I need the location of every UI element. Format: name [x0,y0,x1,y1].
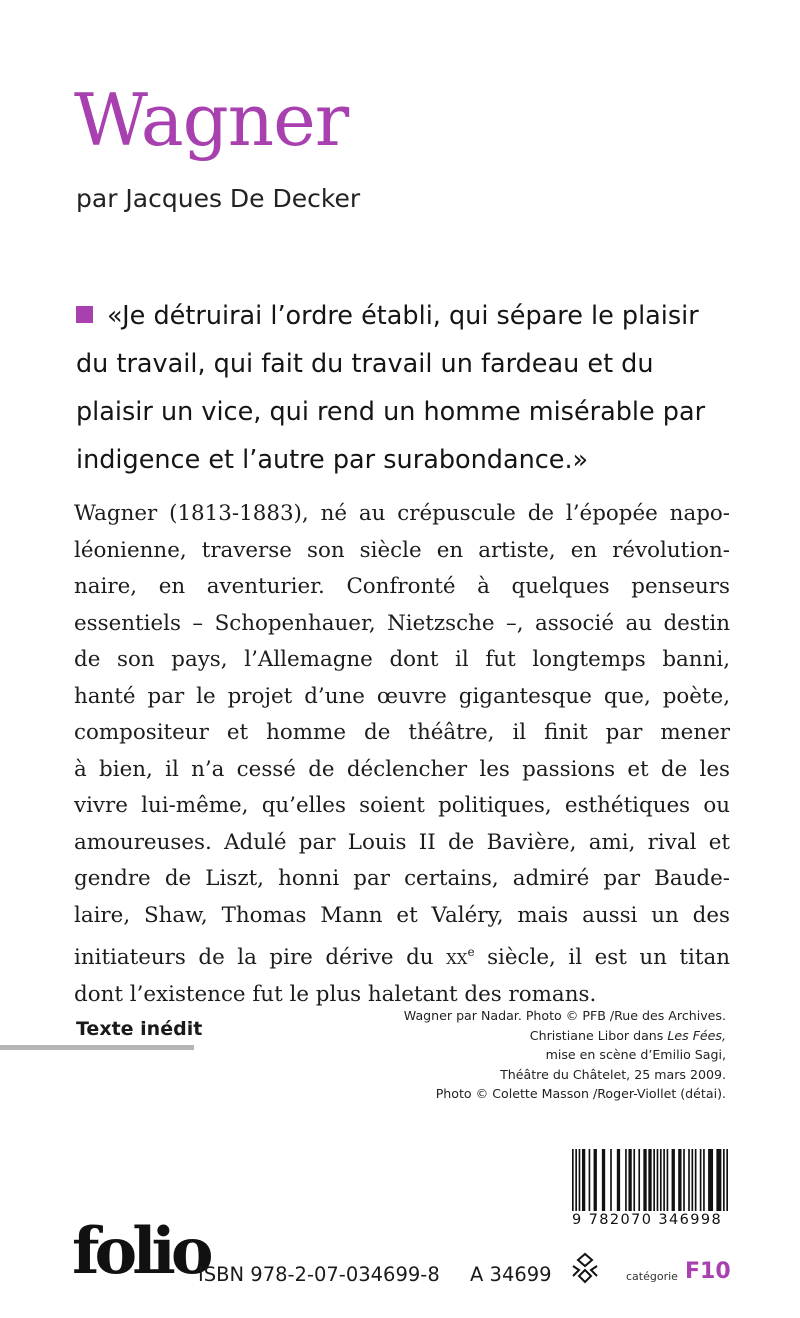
barcode-digits: 9 782070 346998 [572,1212,723,1228]
line-text: initiateurs de la pire dérive du [74,945,447,970]
barcode-bar [643,1149,646,1211]
barcode-bar [700,1149,702,1211]
barcode-bar [663,1149,665,1211]
photo-credits [326,1006,726,1104]
quote-text: «Je détruirai l’ordre établi, qui sépare le plaisir du travail, qui fait du travail un fardeau et du plaisir un vice, qui rend un homme misérable par indigence et l’autre par surabondance.» [76,301,706,475]
texte-inedit-label: Texte inédit [76,1018,203,1040]
description-line: dont l’existence fut le plus haletant des romans. [74,981,597,1007]
description-line: vivre lui-même, qu’elles soient politiques, esthétiques ou [74,793,730,818]
barcode-bar [716,1149,721,1211]
barcode-bar [633,1149,635,1211]
barcode-bar [667,1149,669,1211]
barcode-bar [579,1149,581,1211]
barcode-bar [708,1149,713,1211]
barcode-bar [703,1149,705,1211]
description-line: léonienne, traverse son siècle en artiste, en révolution- [74,537,730,563]
category-code: F10 [685,1259,731,1284]
credit-line: Théâtre du Châtelet, 25 mars 2009. [500,1066,726,1082]
barcode-bar [572,1149,574,1211]
barcode-bar [594,1149,597,1211]
barcode-bar [657,1149,659,1211]
catalog-number: A 34699 [470,1263,552,1286]
barcode-bar [582,1149,585,1211]
barcode-bar [723,1149,725,1211]
barcode-bar [653,1149,655,1211]
credit-line [326,1026,726,1046]
description-block [74,496,730,1013]
description-line: à bien, il n’a cessé de déclencher les passions et de les [74,756,730,782]
credit-line: mise en scène d’Emilio Sagi, [545,1047,726,1062]
barcode-bar [610,1149,612,1211]
isbn: ISBN 978-2-07-034699-8 [198,1263,440,1286]
credit-title: Les Fées, [667,1027,726,1043]
barcode-bar [589,1149,591,1211]
line-text: siècle, il est un titan [474,945,730,970]
barcode [572,1149,728,1211]
barcode-bar [678,1149,681,1211]
barcode-bar [617,1149,620,1211]
century-numeral: xx [446,945,468,970]
barcode-bar [625,1149,627,1211]
folio-logo: folio [72,1214,209,1289]
barcode-bar [672,1149,675,1211]
description-line: hanté par le projet d’une œuvre gigantesque que, poète, [74,683,730,709]
description-line: laire, Shaw, Thomas Mann et Valéry, mais aussi un des [74,902,730,928]
barcode-bar [726,1149,728,1211]
folio-emblem-icon [570,1252,600,1284]
description-line: gendre de Liszt, honni par certains, admiré par Baude- [74,866,730,891]
barcode-bar [575,1149,577,1211]
credit-line: Wagner par Nadar. Photo © PFB /Rue des Archives. [403,1008,726,1023]
book-title: Wagner [74,78,349,162]
barcode-bar [660,1149,662,1211]
description-line: amoureuses. Adulé par Louis II de Bavière, ami, rival et [74,829,730,855]
purple-square-icon [76,306,93,323]
barcode-bar [648,1149,651,1211]
barcode-bar [691,1149,693,1211]
categorie-label: catégorie [626,1270,678,1283]
quote-block [76,292,736,484]
barcode-bar [638,1149,640,1211]
description-line: naire, en aventurier. Confronté à quelques penseurs [74,574,730,599]
credit-text: Christiane Libor dans [529,1027,668,1043]
barcode-bar [688,1149,690,1211]
description-line: compositeur et homme de théâtre, il finit par mener [74,720,730,745]
century-superscript: e [467,945,475,959]
book-author: par Jacques De Decker [76,184,361,213]
credit-line: Photo © Colette Masson /Roger-Viollet (détai). [435,1086,726,1101]
barcode-bar [628,1149,631,1211]
description-line [74,934,730,977]
description-line: essentiels – Schopenhauer, Nietzsche –, associé au destin [74,610,730,636]
description-line: Wagner (1813-1883), né au crépuscule de l’épopée napo- [74,501,730,526]
description-line: de son pays, l’Allemagne dont il fut longtemps banni, [74,647,730,672]
barcode-bar [695,1149,697,1211]
divider [0,1045,194,1050]
barcode-bar [683,1149,685,1211]
barcode-bar [602,1149,605,1211]
